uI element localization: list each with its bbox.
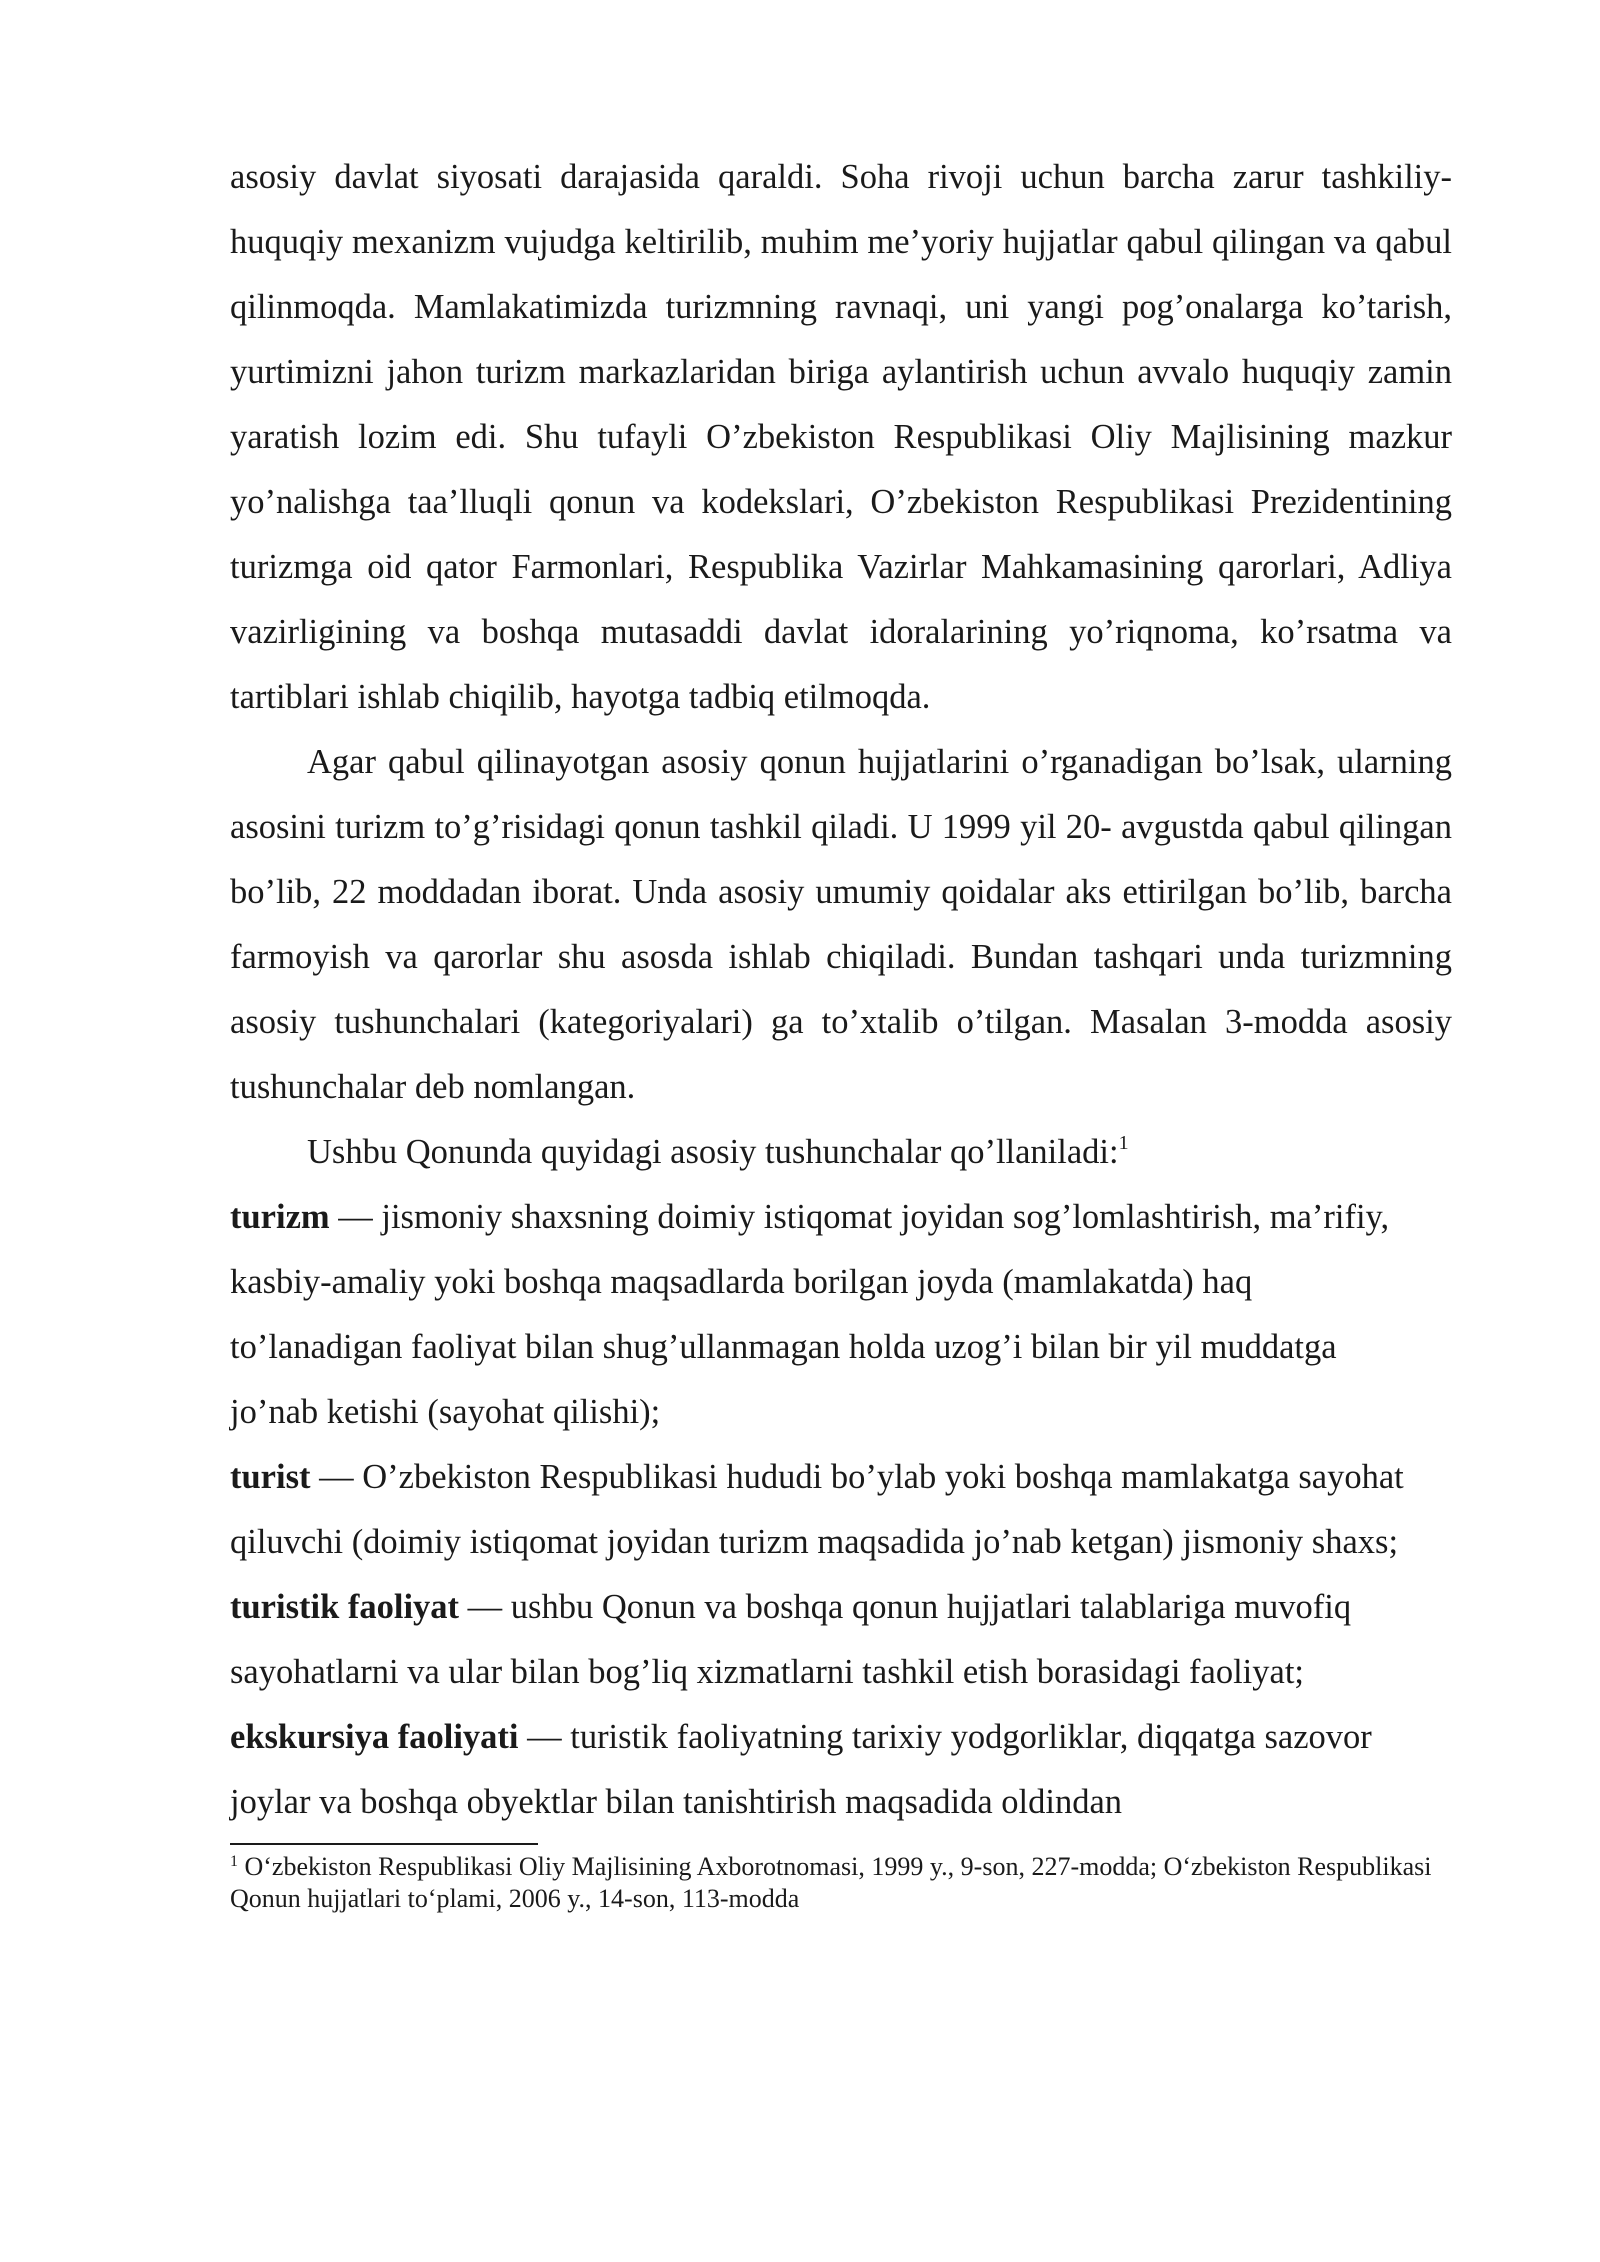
definition-text: — jismoniy shaxsning doimiy istiqomat joyidan sog’lomlashtirish, ma’rifiy, kasbiy-amaliy yoki boshqa maqsadlarda borilgan joyda (mamlakatda) haq to’lanadigan faoliyat bilan shug’ullanmagan holda uzog’i bilan bir yil muddatga jo’nab ketishi (sayohat qilishi); bbox=[230, 1198, 1390, 1431]
document-page bbox=[230, 145, 1452, 1915]
footnote-text: O‘zbekiston Respublikasi Oliy Majlisining Axborotnomasi, 1999 y., 9-son, 227-modda; O‘zbekiston Respublikasi Qonun hujjatlari to‘plami, 2006 y., 14-son, 113-modda bbox=[230, 1852, 1432, 1913]
definition-term: ekskursiya faoliyati bbox=[230, 1718, 519, 1756]
definition-turistik-faoliyat bbox=[230, 1575, 1452, 1705]
definition-term: turistik faoliyat bbox=[230, 1588, 460, 1626]
body-paragraph-1: asosiy davlat siyosati darajasida qaraldi. Soha rivoji uchun barcha zarur tashkiliy-huquqiy mexanizm vujudga keltirilib, muhim me’yoriy hujjatlar qabul qilingan va qabul qilinmoqda. Mamlakatimizda turizmning ravnaqi, uni yangi pog’onalarga ko’tarish, yurtimizni jahon turizm markazlaridan biriga aylantirish uchun avvalo huquqiy zamin yaratish lozim edi. Shu tufayli O’zbekiston Respublikasi Oliy Majlisining mazkur yo’nalishga taa’lluqli qonun va kodekslari, O’zbekiston Respublikasi Prezidentining turizmga oid qator Farmonlari, Respublika Vazirlar Mahkamasining qarorlari, Adliya vazirligining va boshqa mutasaddi davlat idoralarining yo’riqnoma, ko’rsatma va tartiblari ishlab chiqilib, hayotga tadbiq etilmoqda. bbox=[230, 158, 1452, 716]
footnote-separator bbox=[230, 1843, 538, 1845]
definition-term: turist bbox=[230, 1458, 311, 1496]
body-paragraph-2: Agar qabul qilinayotgan asosiy qonun hujjatlarini o’rganadigan bo’lsak, ularning asosini turizm to’g’risidagi qonun tashkil qiladi. U 1999 yil 20- avgustda qabul qilingan bo’lib, 22 moddadan iborat. Unda asosiy umumiy qoidalar aks ettirilgan bo’lib, barcha farmoyish va qarorlar shu asosda ishlab chiqiladi. Bundan tashqari unda turizmning asosiy tushunchalari (kategoriyalari) ga to’xtalib o’tilgan. Masalan 3-modda asosiy tushunchalar deb nomlangan. bbox=[230, 743, 1452, 1106]
definition-term: turizm bbox=[230, 1198, 330, 1236]
footnote-reference[interactable]: 1 bbox=[1118, 1132, 1129, 1154]
definition-text: — turistik faoliyatning tarixiy yodgorliklar, diqqatga sazovor joylar va boshqa obyektlar bilan tanishtirish maqsadida oldindan bbox=[230, 1718, 1372, 1821]
definition-turizm bbox=[230, 1185, 1452, 1445]
footnote bbox=[230, 1851, 1452, 1915]
definition-text: — O’zbekiston Respublikasi hududi bo’ylab yoki boshqa mamlakatga sayohat qiluvchi (doimiy istiqomat joyidan turizm maqsadida jo’nab ketgan) jismoniy shaxs; bbox=[230, 1458, 1404, 1561]
definition-turist bbox=[230, 1445, 1452, 1575]
footnote-marker: 1 bbox=[230, 1853, 238, 1870]
intro-sentence: Ushbu Qonunda quyidagi asosiy tushunchalar qo’llaniladi: bbox=[307, 1133, 1119, 1171]
definition-text: — ushbu Qonun va boshqa qonun hujjatlari talablariga muvofiq sayohatlarni va ular bilan bog’liq xizmatlarni tashkil etish borasidagi faoliyat; bbox=[230, 1588, 1352, 1691]
definition-ekskursiya-faoliyati bbox=[230, 1705, 1452, 1835]
body-paragraph-3 bbox=[230, 1120, 1452, 1185]
